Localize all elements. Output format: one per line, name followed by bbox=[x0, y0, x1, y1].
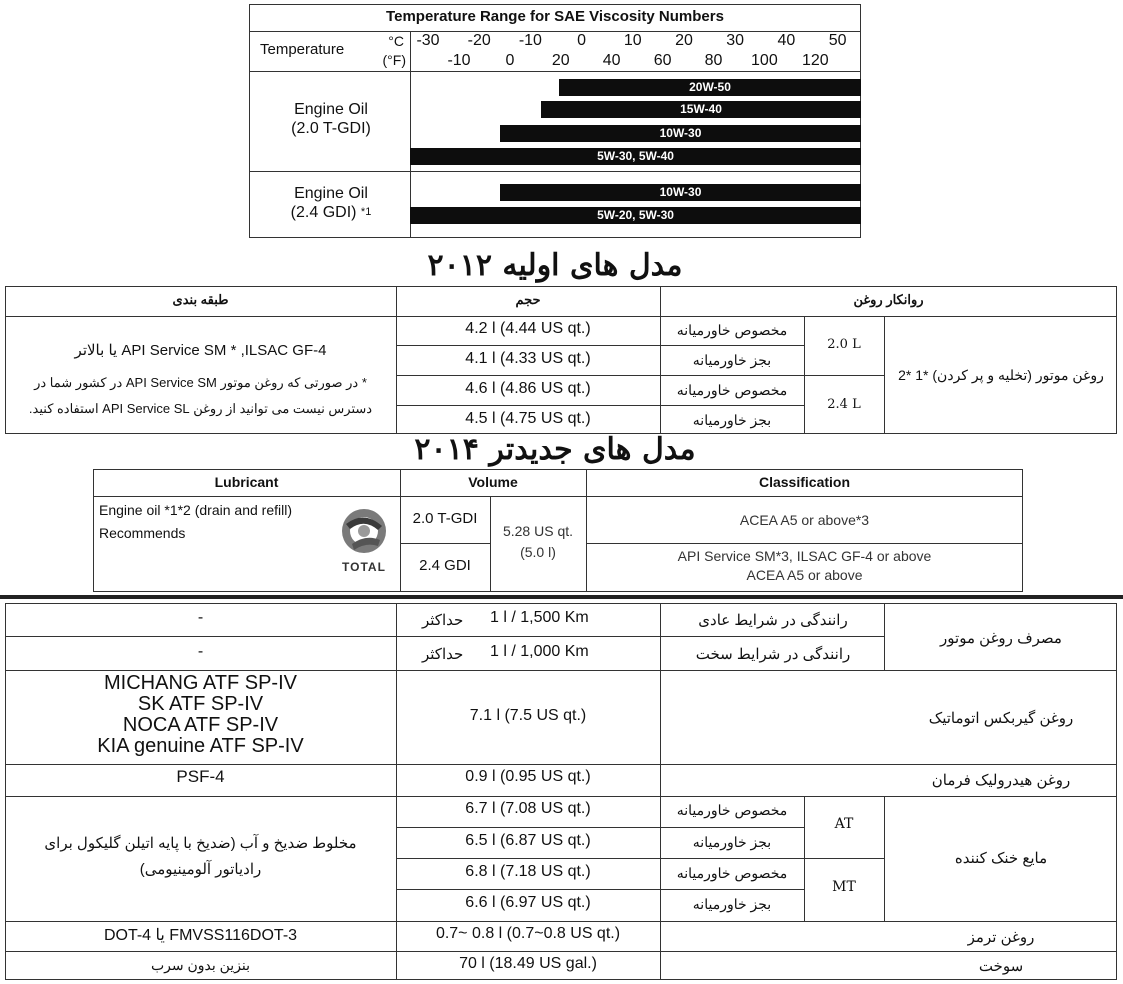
celsius-tick: 0 bbox=[577, 32, 587, 49]
classification-text-1: API Service SM * ,ILSAC GF-4 یا بالاتر bbox=[74, 342, 327, 359]
classification-text-2: * در صورتی که روغن موتور API Service SM در کشور شما در bbox=[34, 375, 367, 390]
celsius-tick: -20 bbox=[467, 32, 491, 49]
bar-5w30-5w40: 5W-30, 5W-40 bbox=[410, 148, 861, 165]
fuel-label: سوخت bbox=[978, 958, 1024, 975]
celsius-tick: 10 bbox=[623, 32, 642, 49]
bar-10w30-2: 10W-30 bbox=[500, 184, 861, 201]
temperature-label: Temperature bbox=[260, 41, 345, 58]
bar-5w20-5w30: 5W-20, 5W-30 bbox=[410, 207, 861, 224]
region-3: مخصوص خاورمیانه bbox=[676, 382, 788, 398]
fahrenheit-tick: 0 bbox=[505, 52, 515, 69]
celsius-tick: -10 bbox=[518, 32, 542, 49]
coolant-volume-2: 6.5 l (6.87 US qt.) bbox=[465, 832, 591, 849]
max-label-2: حداکثر bbox=[422, 646, 464, 663]
header-classification: طبقه بندی bbox=[172, 292, 229, 307]
coolant-at: AT bbox=[834, 816, 854, 832]
heading-2012: مدل های اولیه ۲۰۱۲ bbox=[427, 248, 683, 283]
coolant-region-3: مخصوص خاورمیانه bbox=[676, 865, 788, 881]
brake-fluid-volume: 0.7~ 0.8 l (0.7~0.8 US qt.) bbox=[435, 925, 621, 942]
volume-liter: (5.0 l) bbox=[520, 544, 556, 560]
atf-label: روغن گیربکس اتوماتیک bbox=[928, 710, 1074, 727]
coolant-mt: MT bbox=[832, 879, 856, 895]
engine-oil-group2-label: Engine Oil (2.4 GDI) $^{*1}$ bbox=[290, 185, 372, 221]
coolant-region-1: مخصوص خاورمیانه bbox=[676, 802, 788, 818]
celsius-unit: °C bbox=[388, 33, 404, 49]
classification-2-4-line2: ACEA A5 or above bbox=[746, 567, 863, 583]
fuel-class: بنزین بدون سرب bbox=[150, 957, 251, 973]
total-logo: TOTAL bbox=[336, 504, 392, 582]
celsius-tick: 20 bbox=[675, 32, 693, 49]
normal-consumption-value: 1 l / 1,500 Km bbox=[490, 609, 589, 626]
celsius-tick: 30 bbox=[726, 32, 745, 49]
severe-consumption-value: 1 l / 1,000 Km bbox=[490, 643, 589, 660]
volume-2: 4.1 l (4.33 US qt.) bbox=[465, 350, 591, 367]
celsius-tick: 50 bbox=[828, 32, 847, 49]
severe-driving-label: رانندگی در شرایط سخت bbox=[695, 646, 851, 663]
power-steering-class: PSF-4 bbox=[176, 767, 225, 786]
coolant-class-2: رادیاتور آلومینیومی) bbox=[139, 861, 262, 878]
fahrenheit-tick: 40 bbox=[602, 52, 621, 69]
total-logo-icon bbox=[336, 504, 392, 564]
power-steering-label: روغن هیدرولیک فرمان bbox=[931, 772, 1071, 789]
classification-2-4-line1: API Service SM*3, ILSAC GF-4 or above bbox=[677, 548, 932, 564]
header-lubricant-en: Lubricant bbox=[214, 474, 279, 490]
section-divider bbox=[0, 595, 1123, 599]
fahrenheit-tick: 100 bbox=[751, 52, 778, 69]
consumption-class-2: - bbox=[197, 643, 204, 660]
coolant-volume-3: 6.8 l (7.18 US qt.) bbox=[465, 863, 591, 880]
coolant-label: مایع خنک کننده bbox=[954, 850, 1048, 867]
region-4: بجز خاورمیانه bbox=[692, 412, 772, 428]
consumption-label: مصرف روغن موتور bbox=[940, 630, 1062, 647]
coolant-class-1: مخلوط ضدیخ و آب (ضدیخ با پایه اتیلن گلیکول برای bbox=[44, 835, 357, 852]
celsius-tick: 40 bbox=[777, 32, 796, 49]
heading-2014: مدل های جدیدتر ۲۰۱۴ bbox=[414, 432, 696, 467]
fahrenheit-tick: 60 bbox=[653, 52, 672, 69]
coolant-volume-1: 6.7 l (7.08 US qt.) bbox=[465, 800, 591, 817]
header-volume: حجم bbox=[515, 292, 541, 307]
engine-2-0: 2.0 L bbox=[827, 337, 861, 352]
power-steering-volume: 0.9 l (0.95 US qt.) bbox=[465, 768, 591, 785]
fahrenheit-tick: -10 bbox=[447, 52, 471, 69]
brake-fluid-label: روغن ترمز bbox=[967, 929, 1035, 946]
max-label-1: حداکثر bbox=[422, 612, 464, 629]
classification-text-3: دسترس نیست می توانید از روغن API Service SL استفاده کنید. bbox=[28, 401, 373, 416]
volume-4: 4.5 l (4.75 US qt.) bbox=[465, 410, 591, 427]
volume-3: 4.6 l (4.86 US qt.) bbox=[465, 380, 591, 397]
coolant-region-4: بجز خاورمیانه bbox=[692, 896, 772, 912]
engine-oil-group1-label: Engine Oil (2.0 T-GDI) bbox=[291, 101, 371, 137]
bar-20w50: 20W-50 bbox=[559, 79, 861, 96]
celsius-tick: -30 bbox=[416, 32, 440, 49]
fahrenheit-tick: 20 bbox=[551, 52, 570, 69]
header-volume-en: Volume bbox=[468, 474, 518, 490]
fahrenheit-unit: (°F) bbox=[382, 52, 406, 68]
engine-2-0-tgdi: 2.0 T-GDI bbox=[412, 510, 478, 527]
fahrenheit-tick: 80 bbox=[704, 52, 723, 69]
coolant-region-2: بجز خاورمیانه bbox=[692, 834, 772, 850]
bar-10w30: 10W-30 bbox=[500, 125, 861, 142]
classification-2-0: ACEA A5 or above*3 bbox=[739, 512, 870, 528]
fuel-volume: 70 l (18.49 US gal.) bbox=[459, 955, 597, 972]
normal-driving-label: رانندگی در شرایط عادی bbox=[698, 612, 848, 629]
engine-oil-desc: Engine oil *1*2 (drain and refill) bbox=[99, 502, 292, 518]
engine-2-4-gdi: 2.4 GDI bbox=[419, 557, 471, 574]
engine-2-4: 2.4 L bbox=[827, 397, 861, 412]
brake-fluid-class: FMVSS116DOT-3 یا DOT-4 bbox=[103, 927, 298, 944]
header-classification-en: Classification bbox=[758, 474, 851, 490]
volume-qt: 5.28 US qt. bbox=[502, 523, 574, 539]
region-2: بجز خاورمیانه bbox=[692, 352, 772, 368]
region-1: مخصوص خاورمیانه bbox=[676, 322, 788, 338]
header-lubricant: روانکار روغن bbox=[853, 292, 924, 307]
bar-15w40: 15W-40 bbox=[541, 101, 861, 118]
atf-classification: MICHANG ATF SP-IV SK ATF SP-IV NOCA ATF SP-IV KIA genuine ATF SP-IV bbox=[97, 672, 304, 757]
volume-1: 4.2 l (4.44 US qt.) bbox=[465, 320, 591, 337]
atf-volume: 7.1 l (7.5 US qt.) bbox=[469, 707, 587, 724]
chart-title: Temperature Range for SAE Viscosity Numbers bbox=[386, 8, 724, 25]
recommends-label: Recommends bbox=[99, 525, 186, 541]
fahrenheit-tick: 120 bbox=[801, 52, 829, 69]
consumption-class-1: - bbox=[197, 609, 204, 626]
engine-oil-label: روغن موتور (تخلیه و پر کردن) *1 *2 bbox=[898, 367, 1104, 383]
coolant-volume-4: 6.6 l (6.97 US qt.) bbox=[465, 894, 591, 911]
